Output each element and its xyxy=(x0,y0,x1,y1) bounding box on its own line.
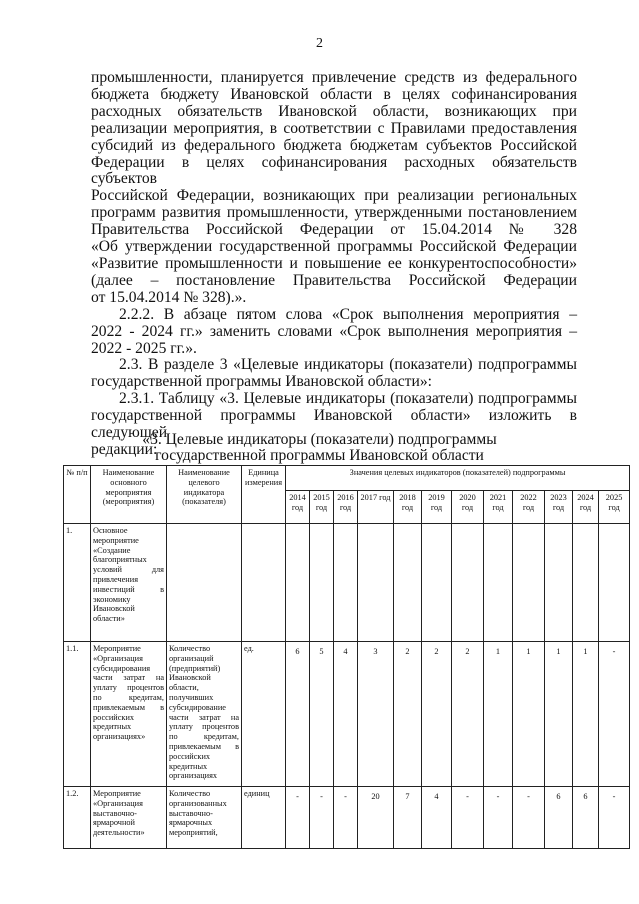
paragraph-line: промышленности, планируется привлечение средств из федерального xyxy=(91,69,577,86)
row-number: 1. xyxy=(64,524,91,642)
year-value: 20 xyxy=(358,787,394,849)
year-value: - xyxy=(310,787,334,849)
paragraph-line: Российской Федерации, возникающих при реализации региональных xyxy=(91,187,577,205)
year-value: 2 xyxy=(452,642,484,787)
paragraph-line: 2.3. В разделе 3 «Целевые индикаторы (показатели) подпрограммы xyxy=(119,356,577,374)
table-title-line: государственной программы Ивановской области xyxy=(155,447,484,465)
indicators-table xyxy=(63,465,630,849)
measure-name: Мероприятие «Организация субсидирования части затрат на уплату процентов по кредитам, привлекаемым в российских кредитных организациях» xyxy=(91,642,167,787)
year-value: 6 xyxy=(286,642,310,787)
year-value xyxy=(358,524,394,642)
paragraph-line: Правительства Российской Федерации от 15.04.2014 № 328 xyxy=(91,221,577,239)
col-name-header: Наименование основного мероприятия (мероприятия) xyxy=(91,466,167,524)
measure-name: Основное мероприятие «Создание благоприятных условий для привлечения инвестиций в экономику Ивановской области» xyxy=(91,524,167,642)
paragraph-line: Федерации в целях софинансирования расходных обязательств субъектов xyxy=(91,153,577,188)
col-unit-header: Единица измерения xyxy=(242,466,286,524)
year-value: - xyxy=(513,787,545,849)
year-value: 3 xyxy=(358,642,394,787)
year-value: 7 xyxy=(394,787,422,849)
year-value xyxy=(310,524,334,642)
col-indicator-header: Наименование целевого индикатора (показателя) xyxy=(167,466,242,524)
row-number: 1.1. xyxy=(64,642,91,787)
year-value: 1 xyxy=(484,642,513,787)
unit: единиц xyxy=(242,787,286,849)
indicator-name: Количество организованных выставочно-ярмарочных мероприятий, xyxy=(167,787,242,849)
year-value: - xyxy=(452,787,484,849)
paragraph-line: 2022 - 2025 гг.». xyxy=(91,339,197,357)
year-header: 2017 год xyxy=(358,491,394,524)
year-value: 1 xyxy=(513,642,545,787)
unit: ед. xyxy=(242,642,286,787)
year-header: 2023 год xyxy=(545,491,573,524)
year-value xyxy=(422,524,452,642)
values-group-header: Значения целевых индикаторов (показателей) подпрограммы xyxy=(286,466,630,491)
year-header: 2021 год xyxy=(484,491,513,524)
table-title-line: «3. Целевые индикаторы (показатели) подпрограммы xyxy=(142,431,497,448)
year-value xyxy=(573,524,599,642)
year-value: 1 xyxy=(573,642,599,787)
paragraph-line: 2.2.2. В абзаце пятом слова «Срок выполнения мероприятия – xyxy=(119,305,577,323)
year-value: 6 xyxy=(573,787,599,849)
col-num-header: № п/п xyxy=(64,466,91,524)
year-value xyxy=(334,524,358,642)
unit xyxy=(242,524,286,642)
paragraph-line: расходных обязательств Ивановской области, возникающих при xyxy=(91,102,577,120)
paragraph-line: «Об утверждении государственной программы Российской Федерации xyxy=(91,238,577,256)
body-text xyxy=(91,70,577,459)
measure-name: Мероприятие «Организация выставочно-ярмарочной деятельности» xyxy=(91,787,167,849)
paragraph-line: редакции: xyxy=(91,440,158,458)
year-value: - xyxy=(599,787,630,849)
year-value: 2 xyxy=(422,642,452,787)
indicator-name xyxy=(167,524,242,642)
year-header: 2019 год xyxy=(422,491,452,524)
paragraph-line: (далее – постановление Правительства Российской Федерации xyxy=(91,271,577,289)
paragraph-line: от 15.04.2014 № 328).». xyxy=(91,288,247,306)
paragraph-line: государственной программы Ивановской области» изложить в следующей xyxy=(91,407,577,442)
table-row xyxy=(64,524,630,642)
row-number: 1.2. xyxy=(64,787,91,849)
year-value: - xyxy=(286,787,310,849)
table-header-row xyxy=(64,466,630,491)
page-number: 2 xyxy=(316,36,323,51)
year-header: 2025 год xyxy=(599,491,630,524)
indicator-name: Количество организаций (предприятий) Ивановской области, получивших субсидирование части затрат на уплату процентов по кредитам, привлекаемым в российских кредитных организациях xyxy=(167,642,242,787)
paragraph-line: субсидий из федерального бюджета бюджетам субъектов Российской xyxy=(91,136,577,154)
year-value xyxy=(484,524,513,642)
year-value xyxy=(545,524,573,642)
paragraph-line: «Развитие промышленности и повышение ее конкурентоспособности» xyxy=(91,254,577,272)
year-header: 2022 год xyxy=(513,491,545,524)
year-value: - xyxy=(334,787,358,849)
year-value xyxy=(513,524,545,642)
paragraph-line: 2.3.1. Таблицу «3. Целевые индикаторы (показатели) подпрограммы xyxy=(119,390,577,408)
year-value: 4 xyxy=(422,787,452,849)
year-value: - xyxy=(484,787,513,849)
paragraph-line: программ развития промышленности, утвержденными постановлением xyxy=(91,204,577,222)
year-value: - xyxy=(599,642,630,787)
year-value xyxy=(286,524,310,642)
table-row xyxy=(64,787,630,849)
paragraph-line: бюджета бюджету Ивановской области в целях софинансирования xyxy=(91,85,577,103)
year-value: 4 xyxy=(334,642,358,787)
year-header: 2016 год xyxy=(334,491,358,524)
paragraph-line: реализации мероприятия, в соответствии с Правилами предоставления xyxy=(91,119,577,137)
year-value: 5 xyxy=(310,642,334,787)
paragraph-line: 2022 - 2024 гг.» заменить словами «Срок выполнения мероприятия – xyxy=(91,322,577,340)
year-header: 2020 год xyxy=(452,491,484,524)
year-header: 2014 год xyxy=(286,491,310,524)
year-value: 6 xyxy=(545,787,573,849)
paragraph-line: государственной программы Ивановской области»: xyxy=(91,373,432,391)
year-value xyxy=(394,524,422,642)
table-title xyxy=(0,432,639,464)
year-header: 2024 год xyxy=(573,491,599,524)
year-value xyxy=(599,524,630,642)
year-header: 2015 год xyxy=(310,491,334,524)
table-row xyxy=(64,642,630,787)
year-value: 2 xyxy=(394,642,422,787)
year-value: 1 xyxy=(545,642,573,787)
year-header: 2018 год xyxy=(394,491,422,524)
year-value xyxy=(452,524,484,642)
